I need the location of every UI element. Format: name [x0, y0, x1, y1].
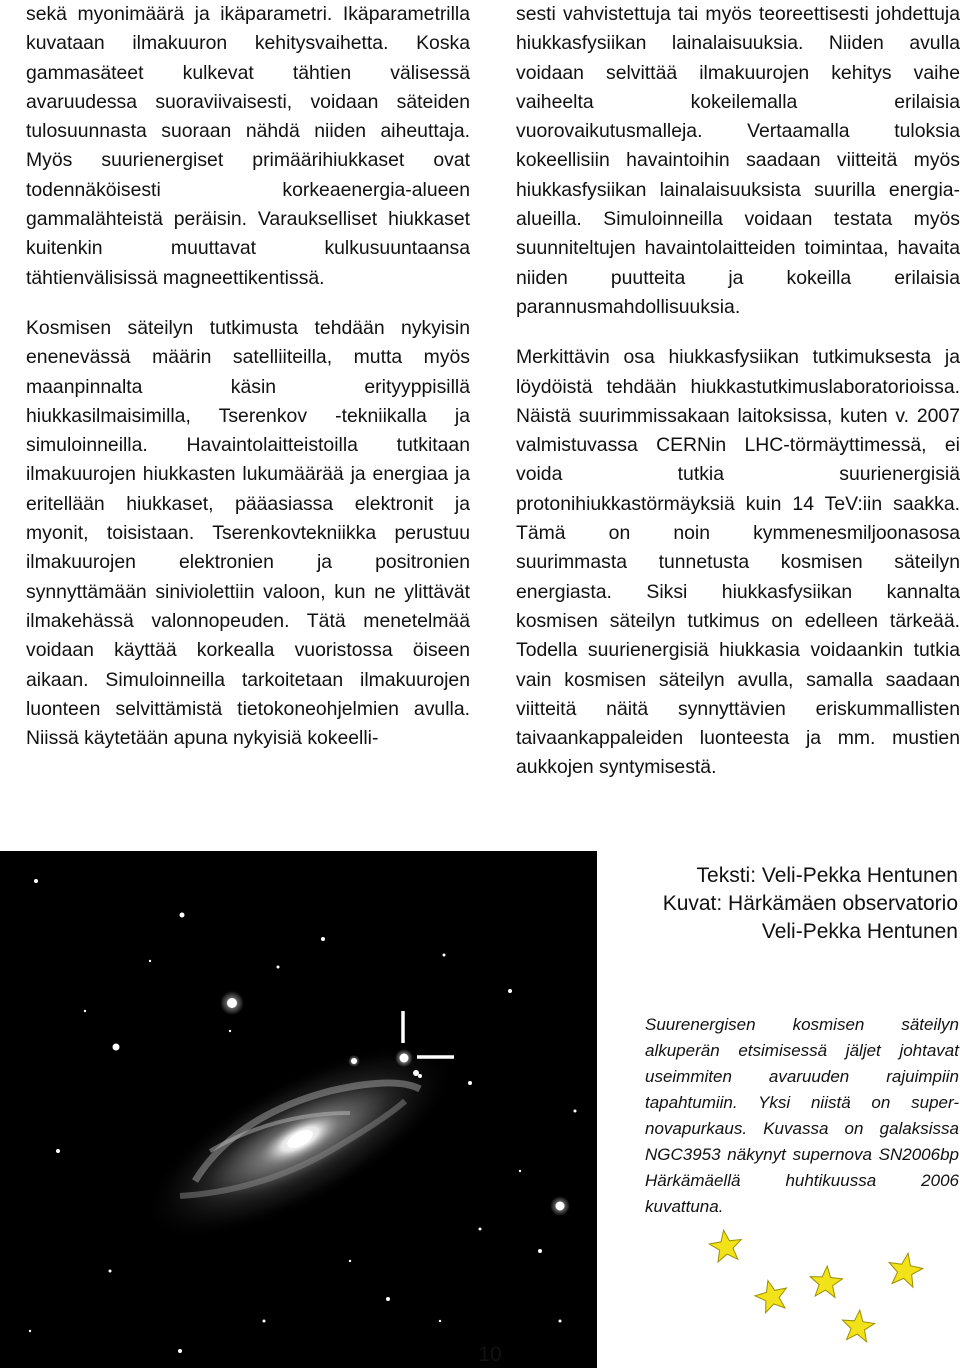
- decorative-stars: [680, 1215, 960, 1365]
- left-text-column: [26, 0, 470, 774]
- left-paragraph-2: Kosmisen säteilyn tutkimusta tehdään nykyisin enenevässä määrin satelliiteilla, mutta myös maanpinnalta käsin erityyppisillä hiukkasilmaisimilla, Tserenkov -tekniikalla ja simuloinneilla. Havaintolaitteistoilla tutkitaan ilmakuurojen hiukkasten lukumäärää ja energiaa ja eritellään hiukkaset, pääasiassa elektronit ja myonit, toisistaan. Tserenkovtekniikka perustuu ilmakuurojen elektronien ja positronien synnyttämään siniviolettiin valoon, kun ne ylittävät ilmakehässä valonnopeuden. Tätä menetelmää voidaan käyttää korkealla vuoristossa öiseen aikaan. Simuloinneilla tarkoitetaan ilmakuurojen luonteen selvittämistä tietokoneohjelmien avulla. Niissä käytetään apuna nykyisiä kokeelli-: [26, 316, 470, 750]
- galaxy-ngc3953-image: [0, 851, 597, 1368]
- image-credit-continued: Veli-Pekka Hentunen: [761, 920, 958, 943]
- star-icon: [843, 1310, 875, 1342]
- right-paragraph-1: sesti vahvistettuja tai myös teoreettisesti johdettuja hiukkasfysiikan lainalaisuuksia. Niiden avulla voidaan selvittää ilmakuurojen kehitys vaihe vaiheelta kokeilemalla erilaisia vuorovaikutusmalleja. Vertaamalla tuloksia kokeellisiin havaintoihin saadaan viitteitä myös hiukkasfysiikan lainalaisuuksista suurilla energia-alueilla. Simuloinneilla voidaan testata myös suunniteltujen havaintolaitteiden toimintaa, havaita niiden puutteita ja kokeilla erilaisia parannusmahdollisuuksia.: [516, 3, 960, 318]
- image-credit: Kuvat: Härkämäen observatorio: [662, 892, 958, 915]
- star-icon: [755, 1281, 786, 1313]
- credits-block: [606, 862, 958, 946]
- photo-caption: Suurenergisen kosmisen säteilyn alkuperän etsimisessä jäljet johtavat useimmiten avaruuden rajuimpiin tapahtumiin. Yksi niistä on super-novapurkaus. Kuvassa on galaksissa NGC3953 näkynyt supernova SN2006bp Härkämäellä huhtikuussa 2006 kuvattuna.: [645, 1015, 959, 1216]
- page-number: 10: [478, 1343, 502, 1366]
- star-icon: [810, 1266, 842, 1297]
- star-icon: [889, 1253, 923, 1287]
- supernova-sn2006bp: [395, 1049, 413, 1067]
- galaxy-photograph: [0, 851, 597, 1368]
- text-credit: Teksti: Veli-Pekka Hentunen: [696, 864, 958, 887]
- right-text-column: [516, 0, 960, 804]
- right-paragraph-2: Merkittävin osa hiukkasfysiikan tutkimuksesta ja löydöistä tehdään hiukkastutkimuslaboratorioissa. Näistä suurimmissakaan laitoksissa, kuten v. 2007 valmistuvassa CERNin LHC-törmäyttimessä, ei voida tutkia suurienergisiä protonihiukkastörmäyksiä kuin 14 TeV:iin saakka. Tämä on noin kymmenesmiljoonasosa suurimmasta tunnetusta kosmisen säteilyn energiasta. Siksi hiukkasfysiikan kannalta kosmisen säteilyn tutkimus on edelleen tärkeää. Todella suurienergisiä hiukkasia voidaankin tutkia vain kosmisen säteilyn avulla, samalla saadaan viitteitä näitä synnyttävien eriskummallisten taivaankappaleiden luonteesta ja mm. mustien aukkojen syntymisestä.: [516, 346, 960, 779]
- left-paragraph-1: sekä myonimäärä ja ikäparametri. Ikäparametrilla kuvataan ilmakuuron kehitysvaihetta. Koska gammasäteet kulkevat tähtien välisessä avaruudessa suoraviivaisesti, voidaan säteiden tulosuunnasta suoraan nähdä niiden aiheuttaja. Myös suurienergiset primäärihiukkaset ovat todennäköisesti korkeaenergia-alueen gammalähteistä peräisin. Varaukselliset hiukkaset kuitenkin muuttavat kulkusuuntaansa tähtienvälisissä magneettikentissä.: [26, 3, 470, 289]
- star-icon: [709, 1230, 741, 1262]
